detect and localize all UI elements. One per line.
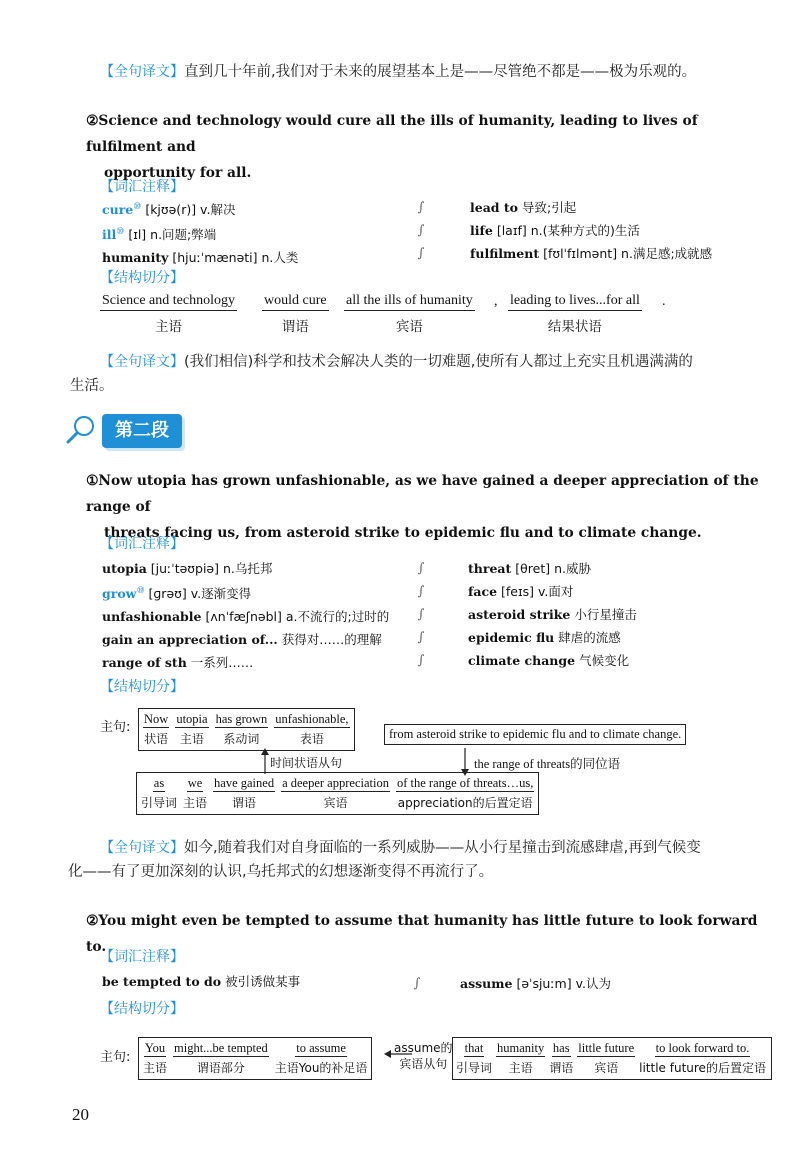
sentence-line-1: Science and technology would cure all the ills of humanity, leading to lives of fulfilment and [86,113,698,155]
diagram-part: as 引导词 [141,776,178,810]
segment-object: all the ills of humanity 宾语 [346,293,473,335]
segment-predicate: would cure 谓语 [264,293,327,335]
diagram-part: that 引导词 [456,1041,493,1075]
translation-block-3 [68,836,780,884]
vocab-notes-tag: 【词汇注释】 [100,536,184,552]
sentence-number: ② [86,913,99,929]
vocab-list-right [470,196,712,265]
sentence-line-2: opportunity for all. [104,165,252,181]
section-title: 第二段 [115,420,169,441]
vocab-item: face [feɪs] v.面对 [468,584,574,599]
vocab-item: lead to 导致;引起 [470,200,577,215]
vocab-item: grow⑩ [ɡrəʊ] v.逐渐变得 [102,586,252,602]
sentence-number: ① [86,473,99,489]
diagram-part: humanity 主语 [497,1041,545,1075]
translation-text: 如今,随着我们对自身面临的一系列威胁——从小行星撞击到流感肆虐,再到气候变 [184,840,701,856]
main-clause-box [138,1037,372,1080]
diagram-part: has 谓语 [549,1041,574,1075]
segment-subject: Science and technology 主语 [102,293,235,335]
period: . [662,294,666,309]
diagram-part: have gained 谓语 [214,776,275,810]
full-translation-tag: 【全句译文】 [100,354,184,370]
wavy-divider: ∫ ∫ ∫ [417,200,425,261]
full-translation-tag: 【全句译文】 [100,840,184,856]
main-clause-box [138,708,355,751]
sub-clause-box [452,1037,772,1080]
vocab-list-left [102,196,298,269]
object-clause-note: assume的 宾语从句 [394,1041,453,1071]
comma: , [494,294,498,309]
translation-text: (我们相信)科学和技术会解决人类的一切难题,使所有人都过上充实且机遇满满的 [184,354,693,370]
translation-block-2 [70,350,780,398]
structure-tag: 【结构切分】 [100,270,184,286]
translation-block-1 [100,60,780,84]
vocab-item: life [laɪf] n.(某种方式的)生活 [470,223,640,238]
structure-tag: 【结构切分】 [100,1001,184,1017]
vocab-item: cure⑩ [kjʊə(r)] v.解决 [102,202,236,218]
wavy-divider: ∫ ∫ ∫ ∫ ∫ [417,561,425,668]
main-clause-label: 主句: [100,1050,131,1065]
diagram-part: to assume 主语You的补足语 [274,1041,368,1075]
diagram-part: unfashionable, 表语 [275,712,349,746]
sentence-number: ② [86,113,99,129]
structure-tag: 【结构切分】 [100,679,184,695]
main-clause-label: 主句: [100,720,131,735]
magnifier-icon [66,415,96,449]
vocab-item: utopia [juːˈtəʊpiə] n.乌托邦 [102,561,273,576]
diagram-part: utopia 主语 [176,712,208,746]
vocab-item: fulfilment [fʊlˈfɪlmənt] n.满足感;成就感 [470,246,713,261]
translation-text-cont: 化——有了更加深刻的认识,乌托邦式的幻想逐渐变得不再流行了。 [68,864,494,880]
diagram-part: little future 宾语 [578,1041,635,1075]
page-number: 20 [72,1105,89,1124]
p2-sentence-1-heading [86,468,776,546]
appositive-box: from asteroid strike to epidemic flu and to climate change. [384,724,686,745]
vocab-item: humanity [hjuːˈmænəti] n.人类 [102,250,299,266]
diagram-part: might...be tempted 谓语部分 [174,1041,268,1075]
vocab-item: climate change 气候变化 [468,653,630,668]
vocab-item: assume [əˈsjuːm] v.认为 [460,976,611,991]
vocab-item: be tempted to do 被引诱做某事 [102,974,301,989]
sentence-line-1: Now utopia has grown unfashionable, as we have gained a deeper appreciation of the range of [86,473,759,515]
vocab-list-right [468,557,637,672]
vocab-item: range of sth 一系列…… [102,655,254,671]
segment-result-adverbial: leading to lives...for all 结果状语 [510,293,640,335]
p2-sentence-2-heading [86,908,776,960]
vocab-item: unfashionable [ʌnˈfæʃnəbl] a.不流行的;过时的 [102,609,390,625]
vocab-item: ill⑩ [ɪl] n.问题;弊端 [102,227,217,243]
sentence-line-1: You might even be tempted to assume that humanity has little future to look forward to. [86,913,758,955]
section-header [102,414,182,448]
vocab-item: gain an appreciation of... 获得对……的理解 [102,632,382,648]
translation-text-cont: 生活。 [70,378,114,394]
translation-text: 直到几十年前,我们对于未来的展望基本上是——尽管绝不都是——极为乐观的。 [184,64,697,80]
vocab-item: asteroid strike 小行星撞击 [468,607,637,622]
diagram-part: to look forward to. little future的后置定语 [639,1041,766,1075]
vocab-notes-tag: 【词汇注释】 [100,949,184,965]
time-clause-note: 时间状语从句 [270,756,343,770]
sub-clause-box [136,772,539,815]
sentence-line-2: threats facing us, from asteroid strike to epidemic flu and to climate change. [104,525,702,541]
sentence-2-heading [86,108,776,186]
diagram-part: You 主语 [143,1041,168,1075]
vocab-item: threat [θret] n.威胁 [468,561,591,576]
full-translation-tag: 【全句译文】 [100,64,184,80]
appositive-note: the range of threats的同位语 [474,757,621,771]
diagram-part: a deeper appreciation 宾语 [282,776,389,810]
diagram-part: Now 状语 [144,712,169,746]
vocab-item: epidemic flu 肆虐的流感 [468,630,621,645]
diagram-part: has grown 系动词 [215,712,268,746]
vocab-notes-tag: 【词汇注释】 [100,179,184,195]
diagram-part: we 主语 [183,776,208,810]
wavy-divider: ∫ [413,976,421,991]
vocab-list-left [102,557,389,674]
diagram-part: of the range of threats…us, appreciation的后置定语 [396,776,534,810]
